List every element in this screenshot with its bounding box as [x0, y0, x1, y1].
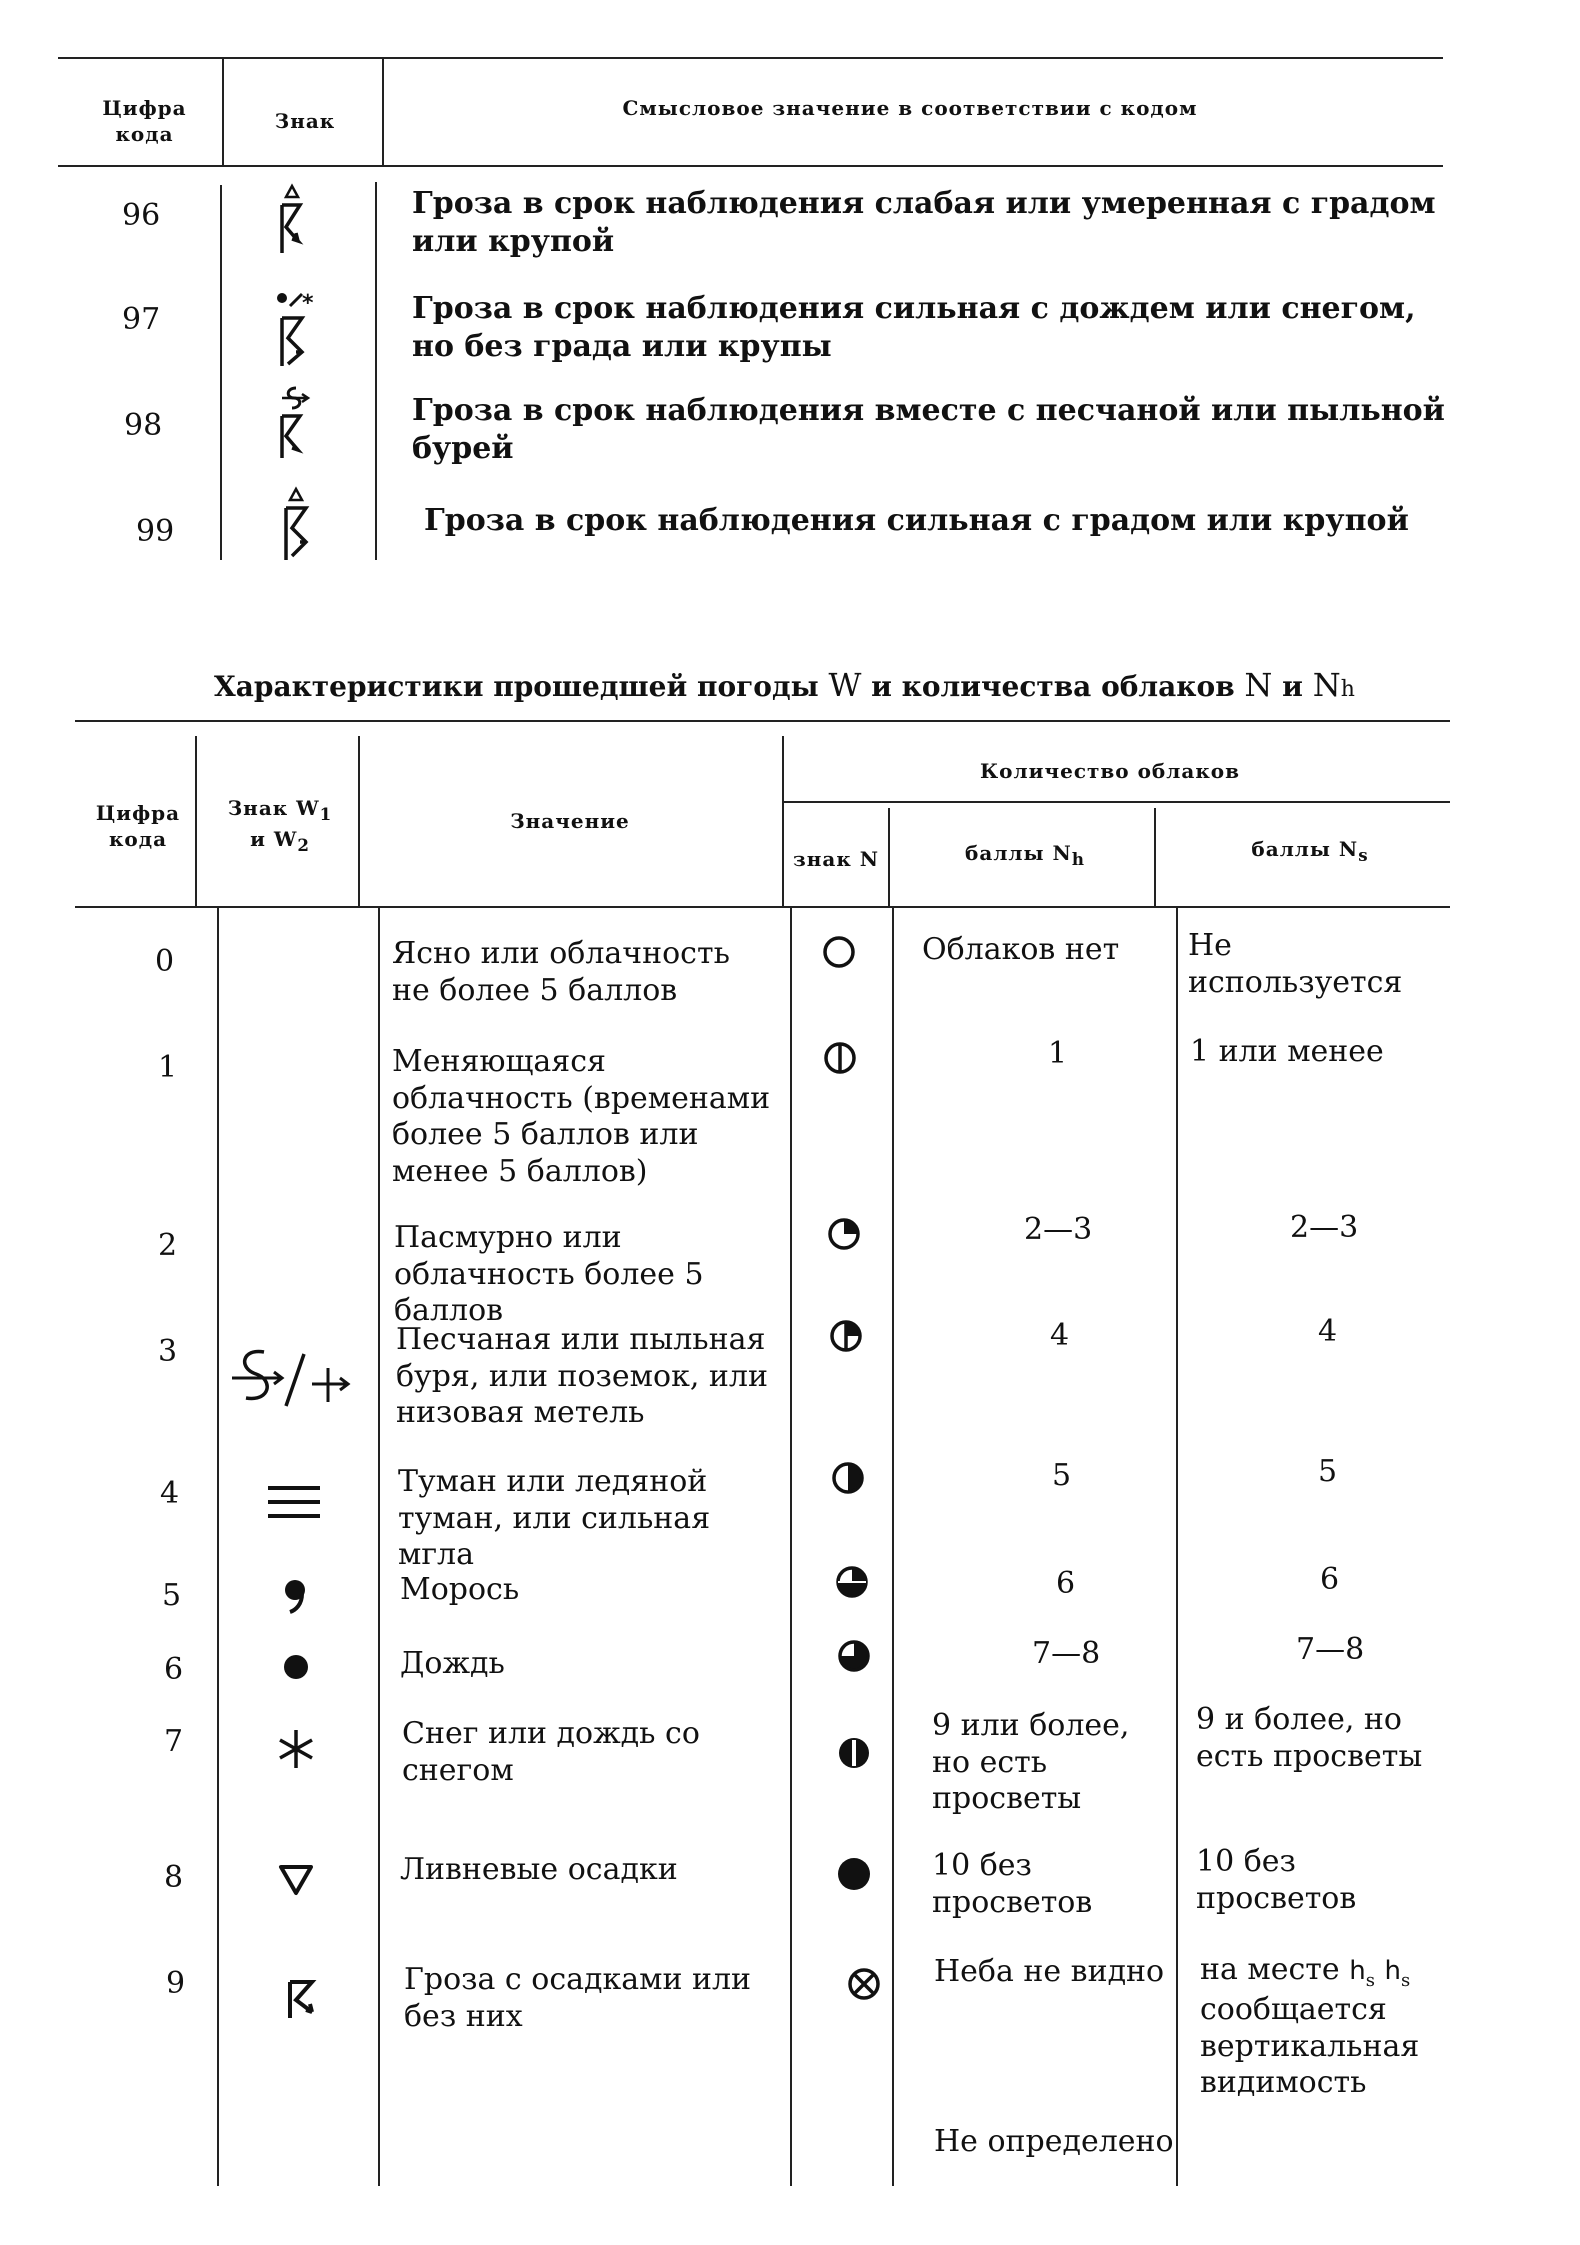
row-2-ns: 2—3: [1290, 1210, 1359, 1245]
cloud-cover-5-icon: [834, 1564, 870, 1600]
thunderstorm-heavy-hail-icon: [276, 486, 320, 566]
column-header-sign-w: Знак $W_1$ и $W_2$: [227, 796, 333, 855]
row-4-nh: 5: [1052, 1458, 1072, 1493]
row-9-ns: на месте $h_s$ $h_s$ сообщается вертикальная видимость: [1200, 1952, 1420, 2101]
row-4-meaning: Туман или ледяной туман, или сильная мгла: [398, 1464, 711, 1573]
cloud-cover-3-icon: [828, 1318, 864, 1354]
column-header-ns: баллы $N_s$: [1251, 837, 1369, 865]
row-4-ns: 5: [1318, 1454, 1338, 1489]
fog-icon: [264, 1480, 324, 1524]
column-header-code: Цифра кода: [95, 801, 181, 851]
row-4-code: 4: [160, 1476, 180, 1511]
row-3-ns: 4: [1318, 1314, 1338, 1349]
row-6-code: 6: [164, 1652, 184, 1687]
cloud-cover-7-icon: [836, 1734, 872, 1772]
row-1-ns: 1 или менее: [1190, 1034, 1384, 1069]
row-3-nh: 4: [1050, 1318, 1070, 1353]
thunderstorm-heavy-rain-snow-icon: [272, 290, 322, 370]
row-0-meaning: Ясно или облачность не более 5 баллов: [392, 936, 730, 1008]
drizzle-icon: [280, 1576, 310, 1616]
row-2-nh: 2—3: [1024, 1212, 1093, 1247]
row-6-meaning: Дождь: [400, 1646, 505, 1681]
row-7-ns: 9 и более, но есть просветы: [1196, 1702, 1423, 1774]
row-0-code: 0: [155, 944, 175, 979]
row-97-code: 97: [122, 302, 161, 337]
row-99-code: 99: [136, 514, 175, 549]
row-96-meaning: Гроза в срок наблюдения слабая или умеренная с градом или крупой: [412, 186, 1436, 259]
showers-icon: [276, 1862, 316, 1898]
svg-text:*: *: [302, 291, 314, 316]
row-1-code: 1: [158, 1050, 178, 1085]
row-1-meaning: Меняющаяся облачность (временами более 5 баллов или менее 5 баллов): [392, 1044, 771, 1189]
row-0-nh: Облаков нет: [922, 932, 1120, 967]
row-99-meaning: Гроза в срок наблюдения сильная с градом или крупой: [424, 503, 1409, 538]
sky-obscured-icon: [846, 1966, 882, 2002]
row-8-ns: 10 без просветов: [1196, 1844, 1357, 1916]
row-2-meaning: Пасмурно или облачность более 5 баллов: [394, 1220, 704, 1329]
row-97-meaning: Гроза в срок наблюдения сильная с дождем или снегом, но без града или крупы: [412, 291, 1416, 364]
cloud-cover-8-icon: [836, 1856, 872, 1892]
row-9-nh: Неба не видно: [934, 1954, 1165, 1989]
row-6-nh: 7—8: [1032, 1636, 1101, 1671]
cloud-cover-6-icon: [836, 1638, 872, 1674]
row-98-code: 98: [124, 408, 163, 443]
column-header-nh: баллы $N_h$: [965, 841, 1085, 869]
row-5-ns: 6: [1320, 1562, 1340, 1597]
snow-icon: [276, 1726, 316, 1772]
row-98-meaning: Гроза в срок наблюдения вместе с песчаной или пыльной бурей: [412, 393, 1445, 466]
thunderstorm-icon: [282, 1976, 322, 2022]
thunderstorm-duststorm-icon: [272, 384, 322, 464]
row-extra-nh: Не определено: [934, 2124, 1174, 2159]
column-header-sign: Знак: [274, 109, 336, 133]
row-8-meaning: Ливневые осадки: [400, 1852, 678, 1887]
row-3-code: 3: [158, 1334, 178, 1369]
column-header-code: Цифра кода: [102, 96, 187, 146]
row-7-nh: 9 или более, но есть просветы: [932, 1708, 1130, 1817]
row-8-code: 8: [164, 1860, 184, 1895]
row-7-code: 7: [164, 1724, 184, 1759]
row-5-nh: 6: [1056, 1566, 1076, 1601]
sandstorm-drifting-snow-icon: [224, 1340, 354, 1420]
row-1-nh: 1: [1048, 1036, 1068, 1071]
column-header-clouds: Количество облаков: [979, 759, 1241, 783]
row-3-meaning: Песчаная или пыльная буря, или поземок, или низовая метель: [396, 1322, 768, 1431]
row-8-nh: 10 без просветов: [932, 1848, 1093, 1920]
column-header-sign-n: знак N: [792, 847, 880, 871]
column-header-meaning: Значение: [510, 809, 630, 833]
row-7-meaning: Снег или дождь со снегом: [402, 1716, 700, 1788]
cloud-cover-4-icon: [830, 1460, 866, 1496]
row-5-meaning: Морось: [400, 1572, 520, 1607]
cloud-cover-1-icon: [822, 1040, 858, 1076]
row-96-code: 96: [122, 198, 161, 233]
row-2-code: 2: [158, 1228, 178, 1263]
table-2-title: Характеристики прошедшей погоды W и количества облаков N и Nh: [214, 666, 1355, 704]
column-header-meaning: Смысловое значение в соответствии с кодом: [622, 96, 1198, 120]
row-6-ns: 7—8: [1296, 1632, 1365, 1667]
cloud-cover-0-icon: [821, 934, 857, 970]
row-9-meaning: Гроза с осадками или без них: [404, 1962, 752, 2034]
rain-icon: [281, 1652, 311, 1682]
row-9-code: 9: [166, 1966, 186, 2001]
row-5-code: 5: [162, 1578, 182, 1613]
cloud-cover-2-icon: [826, 1216, 862, 1252]
thunderstorm-hail-slight-icon: [272, 183, 312, 263]
row-0-ns: Не используется: [1188, 928, 1403, 1000]
